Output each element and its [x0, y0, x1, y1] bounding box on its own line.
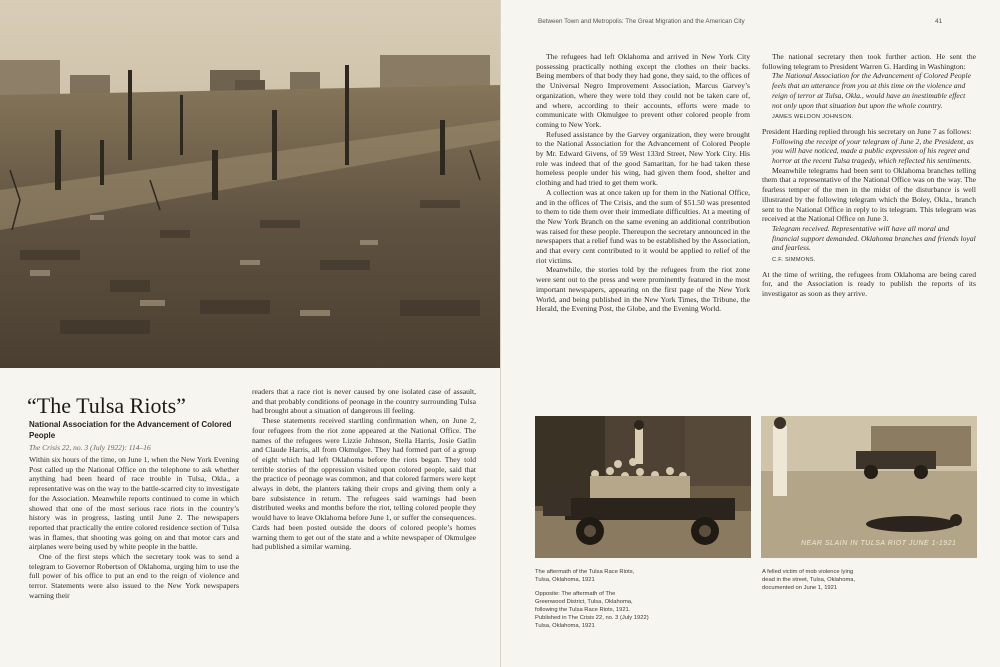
caption-line: Published in The Crisis 22, no. 3 (July 1922) [535, 615, 649, 621]
photo-inscription: NEAR SLAIN IN TULSA RIOT JUNE 1-1921 [801, 540, 957, 547]
text-column-d [762, 52, 976, 299]
paragraph: One of the first steps which the secretary took was to send a telegram to Governor Robertson of Oklahoma, urging him to use the full power of his office to put an end to the reign of violence and terror. Statements were also issued to the New York newspapers warning their [29, 552, 239, 600]
caption-line: documented on June 1, 1921 [762, 585, 838, 591]
paragraph: The national secretary then took further action. He sent the following telegram to President Warren G. Harding in Washington: [762, 52, 976, 71]
telegram-reply: Following the receipt of your telegram of June 2, the President, as you will have noticed, made a public expression of his regret and horror at the recent Tulsa tragedy, which reflected his sentiments. [772, 136, 974, 166]
article-title: “The Tulsa Riots” [27, 393, 186, 418]
telegram-boley: Telegram received. Representative will have all moral and financial support demanded. Oklahoma branches and friends loyal and fearless. [772, 223, 976, 253]
paragraph: A collection was at once taken up for them in the National Office, and in the offices of The Crisis, and the sum of $51.50 was presented to them to tide them over their immediate difficulties. At a meeting of the New York Branch on the same evening an additional contribution was raised for these people. Thereupon the secretary announced in the newspapers that a relief fund was to be established by the Association, and that every cent contributed to it would be applied to relief of the riot victims. [536, 187, 750, 265]
page-number: 41 [935, 18, 943, 25]
caption-line: Tulsa, Oklahoma, 1921 [535, 577, 595, 583]
paragraph: Refused assistance by the Garvey organization, they were brought to the National Association for the Advancement of Colored People by Mr. Edward Givens, of 59 West 133rd Street, New York City. His role was indeed that of the good Samaritan, for he had taken these homeless people under his wing, had given them food, shelter and clothing and had tried to get them work. [536, 129, 750, 188]
paragraph: These statements received startling confirmation when, on June 2, four refugees from the riot zone appeared at the National Office. The names of the refugees were Lizzie Johnson, Stella Harris, Josie Gatlin and Claude Harris, all from Okmulgee. They had formed part of a group of eight which had left Oklahoma before the riots began. They told terrible stories of the oppression visited upon colored people, said that the practice of peonage was common, and that colored farmers were kept always in debt, the planters taking their crops and giving them only a bare subsistence in return. The refugees said warnings had been distributed weeks and months before the riot, telling colored people they would have to leave Oklahoma before June 1, or suffer the consequences. Cards had been posted outside the doors of colored people’s homes warning them to get out of the state and a white newspaper of Okmulgee had published a similar warning. [252, 416, 476, 552]
victim-caption [762, 568, 977, 592]
text-column-b [252, 387, 476, 552]
telegram-to-harding: The National Association for the Advancement of Colored People feels that an utterance from you at this time on the violence and reign of terror at Tulsa, Okla., would have an inestimable effect not only upon that situation but upon the whole country. [772, 71, 971, 110]
ruins-photo [0, 0, 500, 368]
signature: C.F. SIMMONS. [772, 257, 816, 264]
caption-line: The aftermath of the Tulsa Race Riots, [535, 569, 635, 575]
paragraph: readers that a race riot is never caused by one isolated case of assault, and that probably conditions of peonage in the country surrounding Tulsa had brought about a situation of dangerous ill feeling. [252, 387, 476, 416]
victim-photo [761, 416, 977, 558]
paragraph: Meanwhile, the stories told by the refugees from the riot zone were sent out to the press and were prominently featured in the most important newspapers, appearing on the first page of the New York World, and being published in the New York Times, the Tribune, the Herald, the Evening Post, the Globe, and the Evening World. [536, 265, 750, 314]
article-citation: The Crisis 22, no. 3 (July 1922): 114–16 [29, 443, 151, 452]
caption-line: Greenwood District, Tulsa, Oklahoma, [535, 599, 633, 605]
running-head: Between Town and Metropolis: The Great Migration and the American City [538, 18, 745, 25]
paragraph: President Harding replied through his secretary on June 7 as follows: [762, 126, 972, 136]
paragraph: Meanwhile telegrams had been sent to Oklahoma branches telling them that a representative of the National Office was on the way. The fearless temper of the men in the midst of the disturbance is well illustrated by the following telegram which the Boley, Okla., branch sent to the National Office in reply to its telegram. This telegram was received at the National Office on June 3. [762, 165, 976, 224]
article-author: National Association for the Advancement of Colored People [29, 420, 232, 440]
caption-line: Tulsa, Oklahoma, 1921 [535, 623, 595, 629]
text-column-c [536, 52, 750, 314]
text-column-a [29, 455, 239, 601]
caption-line: A felled victim of mob violence lying [762, 569, 854, 575]
paragraph: At the time of writing, the refugees from Oklahoma are being cared for, and the Association is ready to publish the reports of its investigator as soon as they arrive. [762, 269, 976, 299]
truck-photo [535, 416, 751, 558]
caption-line: Opposite: The aftermath of The [535, 591, 616, 597]
paragraph: Within six hours of the time, on June 1, when the New York Evening Post called up the National Office on the telephone to ask whether anything had been heard of race trouble in Tulsa, Okla., a representative was on the way to the battle-scarred city to investigate for the Association. Meanwhile reports continued to come in which showed that one of the most serious race riots in the country’s history was in progress, lasting until June 2. The newspapers reported that practically the entire colored residence section of Tulsa was in flames, that shooting was going on and that motor cars and airplanes were being used by white people in the battle. [29, 455, 239, 552]
signature: JAMES WELDON JOHNSON. [772, 114, 854, 121]
paragraph: The refugees had left Oklahoma and arrived in New York City possessing practically nothing except the clothes on their backs. Being members of that body they had gone, they said, to the offices of the Universal Negro Improvement Association, Marcus Garvey’s organization, where they were told they could not be taken care of, and where, according to their accounts, efforts were made to communicate with Okmulgee to prevent other colored people from coming to New York. [536, 52, 750, 129]
truck-caption [535, 568, 750, 630]
caption-line: dead in the street, Tulsa, Oklahoma, [762, 577, 856, 583]
caption-line: following the Tulsa Race Riots, 1921. [535, 607, 631, 613]
